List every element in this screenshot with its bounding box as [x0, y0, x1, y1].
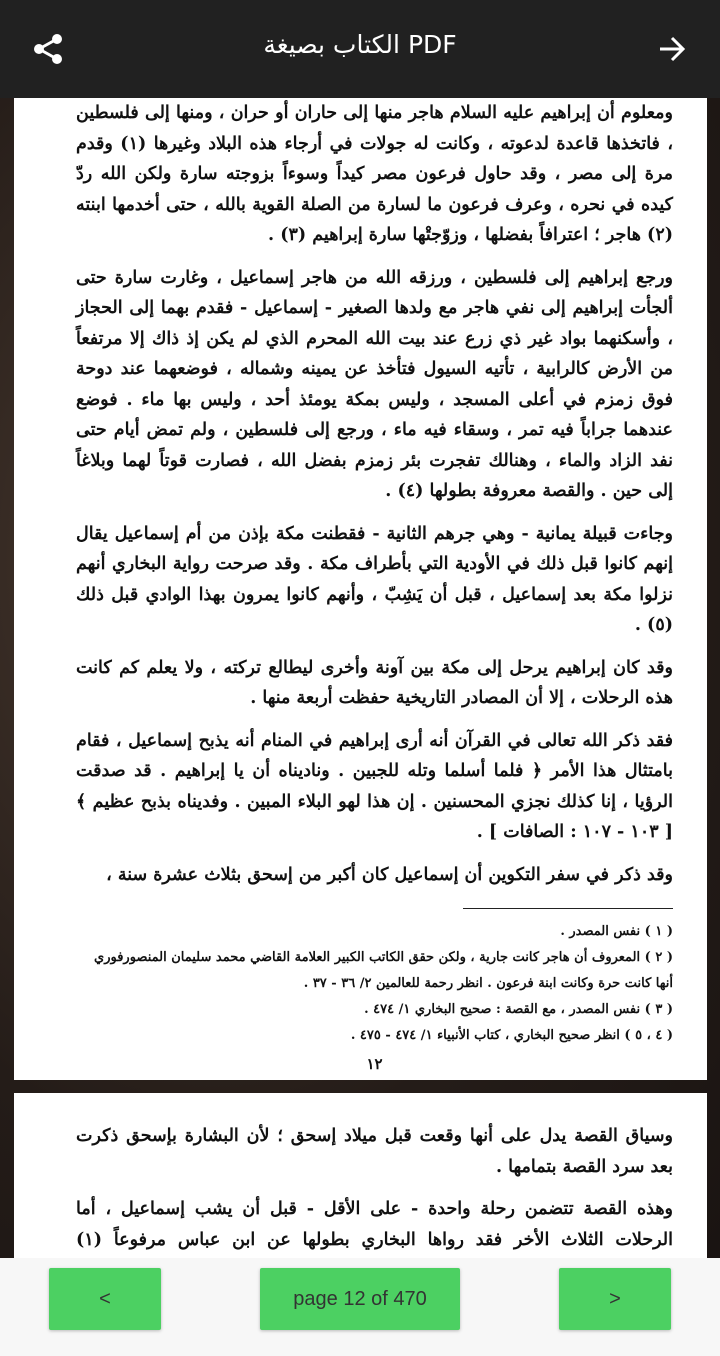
paragraph: وهذه القصة تتضمن رحلة واحدة - على الأقل - قبل أن يشب إسماعيل ، أما الرحلات الثلاث الأخر فقد رواها البخاري بطولها عن ابن عباس مرفوعاً (١) — [76, 1199, 673, 1250]
pdf-page-12[interactable] — [14, 98, 707, 1080]
paragraph: وجاءت قبيلة يمانية - وهي جرهم الثانية - فقطنت مكة بإذن من أم إسماعيل يقال إنهم كانوا قبل ذلك في الأودية التي بأطراف مكة . وقد صرحت رواية البخاري أنهم نزلوا مكة بعد إسماعيل ، قبل أن يَشِبّ ، وأنهم كانوا يمرون بهذا الوادي قبل ذلك (٥) . — [76, 523, 673, 635]
footnote: ( ٤ ، ٥ ) انظر صحيح البخاري ، كتاب الأنبياء ١/ ٤٧٤ - ٤٧٥ . — [350, 1028, 673, 1043]
footnote: ( ٣ ) نفس المصدر ، مع القصة : صحيح البخاري ١/ ٤٧٤ . — [364, 1002, 673, 1017]
previous-page-button[interactable]: < — [49, 1268, 161, 1330]
bottom-nav-bar — [0, 1258, 720, 1356]
paragraph: وسياق القصة يدل على أنها وقعت قبل ميلاد إسحق ؛ لأن البشارة بإسحق ذكرت بعد سرد القصة بتمامها . — [76, 1126, 673, 1177]
footnote: ( ١ ) نفس المصدر . — [560, 924, 673, 939]
app-bar — [0, 0, 720, 98]
pdf-page-13[interactable] — [14, 1093, 707, 1258]
app-title: الكتاب بصيغة PDF — [263, 30, 457, 59]
paragraph: وقد ذكر في سفر التكوين أن إسماعيل كان أكبر من إسحق بثلاث عشرة سنة ، — [106, 864, 673, 885]
footnote: ( ٢ ) المعروف أن هاجر كانت جارية ، ولكن حقق الكاتب الكبير العلامة القاضي محمد سليمان المنصورفوري أنها كانت حرة وكانت ابنة فرعون . انظر رحمة للعالمين ٢/ ٣٦ - ٣٧ . — [94, 950, 673, 991]
next-page-button[interactable]: > — [559, 1268, 671, 1330]
footnote-divider — [463, 908, 673, 909]
paragraph: ورجع إبراهيم إلى فلسطين ، ورزقه الله من هاجر إسماعيل ، وغارت سارة حتى ألجأت إبراهيم إلى نفي هاجر مع ولدها الصغير - إسماعيل - فقدم بهما إلى الحجاز ، وأسكنهما بواد غير ذي زرع عند بيت الله المحرم الذي لم يكن إذ ذاك إلا مرتفعاً من الأرض كالرابية ، تأتيه السيول فتأخذ عن يمينه وشماله ، فوضعهما عند دوحة فوق زمزم في أعلى المسجد ، وليس بمكة يومئذ أحد ، وليس بها ماء . فوضع عندهما جراباً فيه تمر ، وسقاء فيه ماء ، ورجع إلى فلسطين ، ولم تمض أيام حتى نفد الزاد والماء ، وهنالك تفجرت بئر زمزم بفضل الله ، فصارت قوتاً لهما وبلاغاً إلى حين . والقصة معروفة بطولها (٤) . — [76, 267, 673, 501]
arrow-forward-icon[interactable] — [652, 29, 692, 69]
share-icon[interactable] — [28, 29, 68, 69]
paragraph: وقد كان إبراهيم يرحل إلى مكة بين آونة وأخرى ليطالع تركته ، ولا يعلم كم كانت هذه الرحلات ، إلا أن المصادر التاريخية حفظت أربعة منها . — [76, 657, 673, 708]
page-content — [76, 98, 673, 1073]
page-number: ١٢ — [366, 1055, 383, 1073]
paragraph: فقد ذكر الله تعالى في القرآن أنه أرى إبراهيم في المنام أنه يذبح إسماعيل ، فقام بامتثال هذا الأمر ﴿ فلما أسلما وتله للجبين . وناديناه أن يا إبراهيم . قد صدقت الرؤيا ، إنا كذلك نجزي المحسنين . إن هذا لهو البلاء المبين . وفديناه بذبح عظيم ﴾ [ ١٠٣ - ١٠٧ : الصافات ] . — [76, 730, 673, 842]
page-indicator-button[interactable]: page 12 of 470 — [260, 1268, 460, 1330]
paragraph: ومعلوم أن إبراهيم عليه السلام هاجر منها إلى حاران أو حران ، ومنها إلى فلسطين ، فاتخذها قاعدة لدعوته ، وكانت له جولات في أرجاء هذه البلاد وغيرها (١) وقدم مرة إلى مصر ، وقد حاول فرعون مصر كيداً وسوءاً بزوجته سارة ولكن الله ردّ كيده في نحره ، وعرف فرعون ما لسارة من الصلة القوية بالله ، حتى أخدمها ابنته (٢) هاجر ؛ اعترافاً بفضلها ، وزوّجتْها سارة إبراهيم (٣) . — [76, 103, 673, 245]
